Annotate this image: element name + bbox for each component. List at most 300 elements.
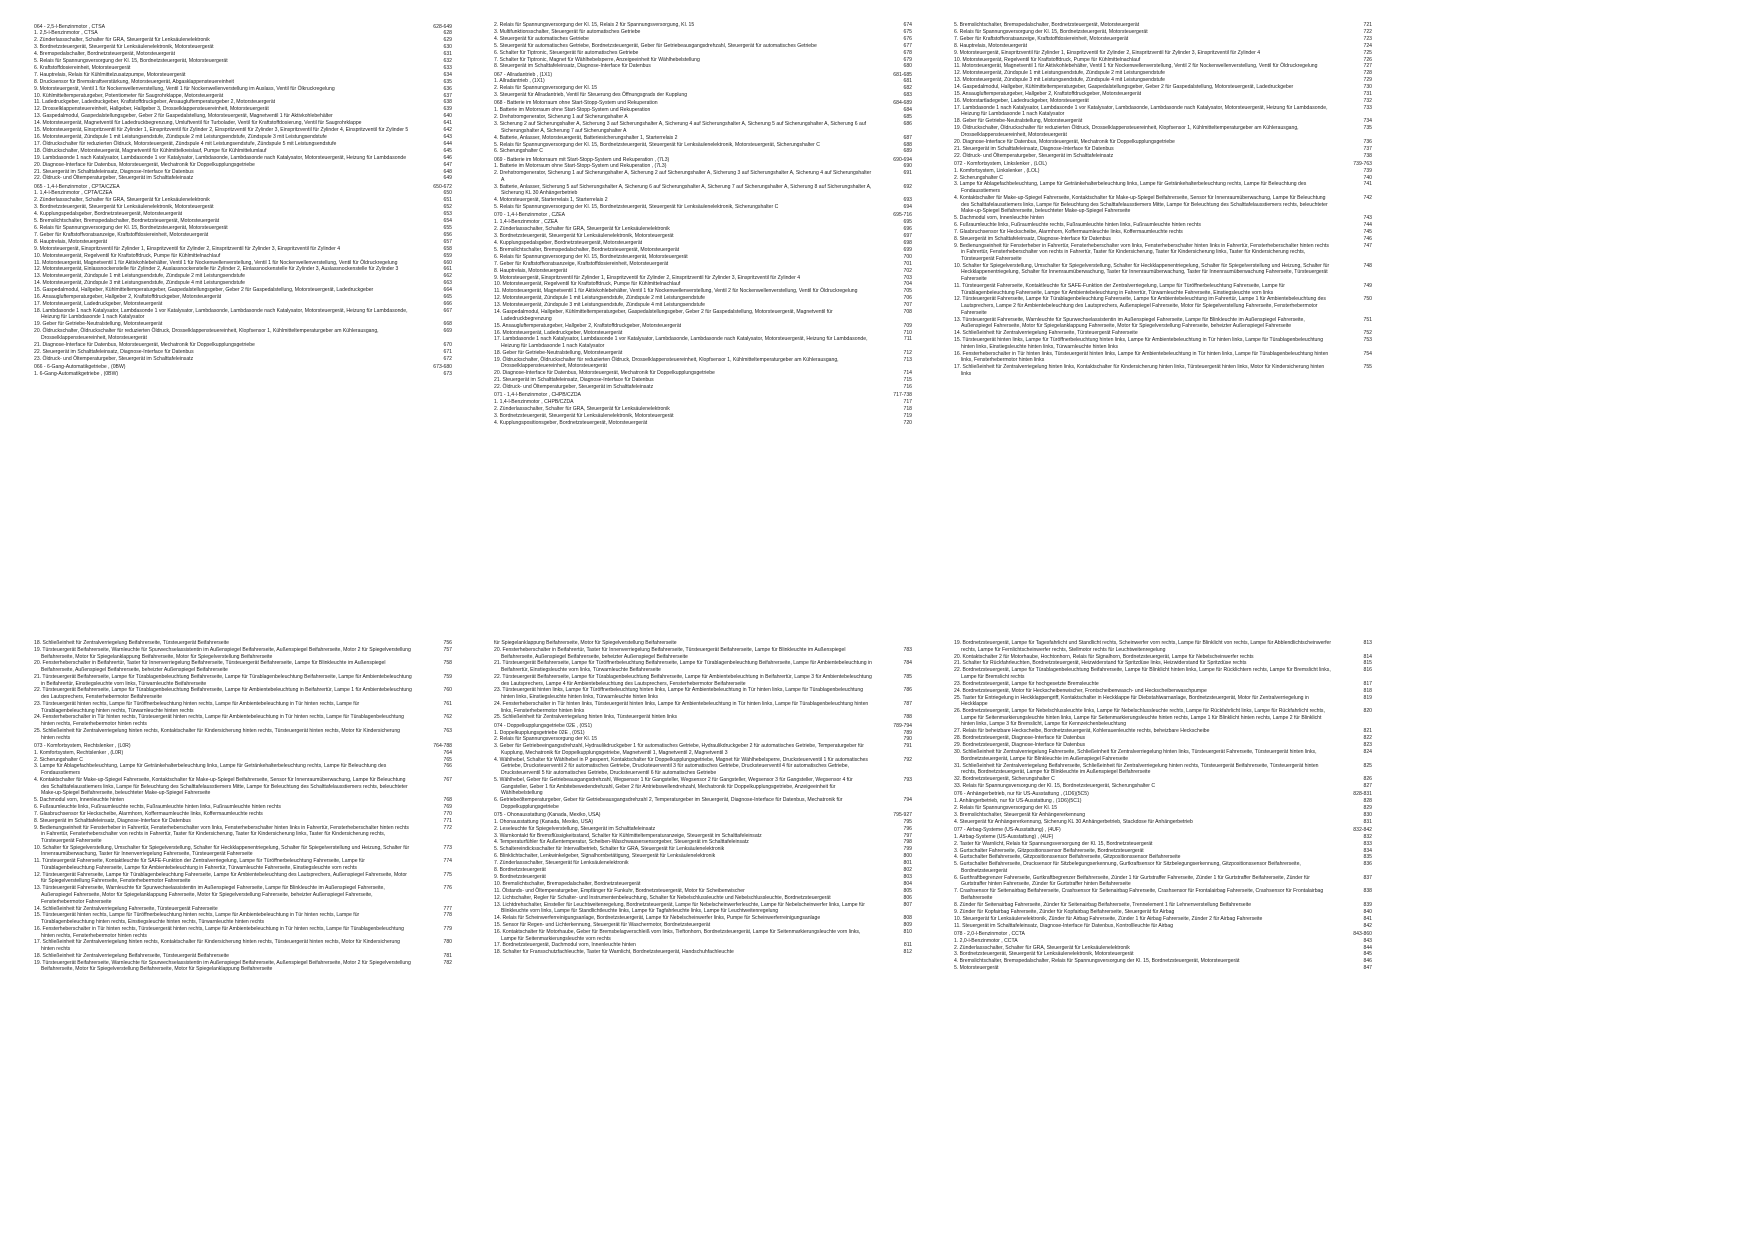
index-entry-text: 13. Gaspedalmodul, Gaspedalstellungsgeber, Geber 2 für Gaspedalstellung, Motorsteuergerät, Magnetventil 1 für Aktivkohlebehälter <box>34 113 333 120</box>
index-entry[interactable] <box>494 247 912 254</box>
index-entry[interactable] <box>494 929 912 942</box>
index-entry[interactable] <box>34 86 452 93</box>
index-entry[interactable] <box>954 105 1372 118</box>
index-entry[interactable] <box>34 120 452 127</box>
index-entry-page: 662 <box>443 273 452 280</box>
index-entry-text: 2. Zünderlassschalter, Schalter für GRA, Steuergerät für Lenksäulenelektronik <box>494 406 670 413</box>
index-entry[interactable] <box>34 797 452 804</box>
index-entry[interactable] <box>954 36 1372 43</box>
index-entry[interactable] <box>494 22 912 29</box>
index-entry-text: 5. Relais für Spannungsversorgung der Kl. 15, Bordnetzsteuergerät, Steuergerät für Lenksäulenelektronik, Motorsteuergerät, Sicherungshalter C <box>494 141 820 148</box>
index-entry[interactable] <box>34 371 452 378</box>
index-entry[interactable] <box>494 701 912 714</box>
index-section-heading[interactable] <box>494 100 912 107</box>
index-section-heading[interactable] <box>494 212 912 219</box>
index-entry-text: 5. Gurtschalter Beifahrerseite, Drucksensor für Sitzbelegungserkennung, Gurtkraftsensor für Sitzbelegungserkennung, Gitzpositionssensor Beifahrerseite, Bordnetzsteuergerät <box>954 861 1301 874</box>
index-entry[interactable] <box>954 742 1372 749</box>
index-entry[interactable] <box>34 273 452 280</box>
index-entry[interactable] <box>494 219 912 226</box>
index-entry[interactable] <box>494 357 912 370</box>
index-entry-text: 3. Lampe für Ablagefachbeleuchtung, Lampe für Getränkehalterbeleuchtung links, Lampe für Getränkehalterbeleuchtung rechts, Lampe für Beleuchtung des Fondausstiemers <box>34 763 387 777</box>
index-entry[interactable] <box>954 749 1372 762</box>
index-entry-text: 1. 2,0-l-Benzinmotor , CCTA <box>954 937 1018 944</box>
index-entry[interactable] <box>494 233 912 240</box>
index-entry-text: 1. Anhängerbetrieb, nur für US-Ausstattung , (1D6)(5C1) <box>954 797 1082 804</box>
index-section-heading[interactable] <box>494 723 912 730</box>
index-entry[interactable] <box>954 951 1372 958</box>
index-entry[interactable] <box>494 288 912 295</box>
index-entry-page: 806 <box>903 894 912 901</box>
index-entry[interactable] <box>494 660 912 673</box>
index-entry[interactable] <box>954 848 1372 855</box>
index-entry[interactable] <box>494 736 912 743</box>
index-entry[interactable] <box>494 420 912 427</box>
index-entry[interactable] <box>954 654 1372 661</box>
index-entry[interactable] <box>34 190 452 197</box>
index-entry[interactable] <box>954 667 1372 680</box>
index-entry-text: 17. Öldruckschalter für reduzierten Öldruck, Motorsteuergerät, Zündspule 4 mit Leistungsendstufe, Zündspule 5 mit Leistungsendstufe <box>34 140 337 147</box>
index-entry[interactable] <box>34 701 452 714</box>
index-entry[interactable] <box>954 854 1372 861</box>
index-entry[interactable] <box>34 204 452 211</box>
index-entry[interactable] <box>954 50 1372 57</box>
index-entry[interactable] <box>34 858 452 871</box>
index-entry[interactable] <box>34 148 452 155</box>
index-section-heading[interactable] <box>954 827 1372 834</box>
index-entry-text: 9. Motorsteuergerät, Ventil 1 für Nockenwellenverstellung, Ventil 1 für Nockenwellenverstellung im Auslass, Ventil für Ölkruckregelung <box>34 85 335 92</box>
index-entry[interactable] <box>34 162 452 169</box>
index-entry[interactable] <box>494 261 912 268</box>
index-entry-page: 665 <box>443 294 452 301</box>
index-entry[interactable] <box>34 912 452 925</box>
index-entry[interactable] <box>494 846 912 853</box>
index-entry-page: 634 <box>443 71 452 78</box>
index-section-heading[interactable] <box>34 24 452 31</box>
index-entry-text: 12. Türsteuergerät Fahrerseite, Lampe für Türablagenbeleuchtung Fahrerseite, Lampe für Ambientebeleuchtung des Lautsprechers, Außenspiegel Fahrerseite, Motor für Spiegelverstellung Fahrerseite, Fensterhebermotor Fahrerseite <box>34 871 408 885</box>
index-section-heading[interactable] <box>954 791 1372 798</box>
index-entry-text: 28. Bordnetzsteuergerät, Diagnose-Interface für Datenbus <box>954 735 1086 742</box>
index-entry[interactable] <box>494 949 912 956</box>
index-entry-text: 2. Relais für Spannungsversorgung der Kl. 15 <box>494 85 598 92</box>
index-section-heading[interactable] <box>494 72 912 79</box>
index-entry[interactable] <box>954 945 1372 952</box>
index-entry[interactable] <box>494 275 912 282</box>
index-entry[interactable] <box>954 168 1372 175</box>
index-entry[interactable] <box>494 240 912 247</box>
index-entry[interactable] <box>494 197 912 204</box>
index-entry[interactable] <box>34 885 452 905</box>
index-entry[interactable] <box>34 253 452 260</box>
index-entry-text: 3. Bordnetzsteuergerät, Steuergerät für Lenksäulenelektronik, Motorsteuergerät <box>954 951 1134 958</box>
index-entry[interactable] <box>954 229 1372 236</box>
index-entry-text: 4. Steuergerät für automatisches Getriebe <box>494 35 589 42</box>
index-band-lower <box>34 640 1720 973</box>
index-entry[interactable] <box>494 121 912 134</box>
index-entry[interactable] <box>34 127 452 134</box>
index-entry[interactable] <box>954 916 1372 923</box>
index-entry[interactable] <box>494 860 912 867</box>
index-entry[interactable] <box>954 819 1372 826</box>
index-entry[interactable] <box>34 218 452 225</box>
index-entry[interactable] <box>954 43 1372 50</box>
index-entry[interactable] <box>34 777 452 797</box>
index-entry[interactable] <box>954 695 1372 708</box>
index-entry-text: 25. Schließeinheit für Zentralverriegelung hinten links, Türsteuergerät hinten links <box>494 714 678 721</box>
index-entry[interactable] <box>34 266 452 273</box>
index-entry[interactable] <box>954 125 1372 138</box>
index-entry-page: 693 <box>903 197 912 204</box>
index-entry[interactable] <box>494 881 912 888</box>
index-entry[interactable] <box>494 777 912 797</box>
index-entry[interactable] <box>954 902 1372 909</box>
index-entry[interactable] <box>494 647 912 660</box>
index-entry[interactable] <box>494 377 912 384</box>
index-entry[interactable] <box>34 687 452 700</box>
index-entry[interactable] <box>34 804 452 811</box>
index-entry[interactable] <box>954 888 1372 901</box>
index-entry[interactable] <box>954 283 1372 296</box>
index-entry-page: 724 <box>1363 42 1372 49</box>
index-section-heading[interactable] <box>34 364 452 371</box>
index-entry[interactable] <box>954 29 1372 36</box>
index-entry[interactable] <box>494 336 912 349</box>
index-entry[interactable] <box>954 783 1372 790</box>
index-entry[interactable] <box>494 163 912 170</box>
index-entry[interactable] <box>34 280 452 287</box>
index-entry[interactable] <box>954 681 1372 688</box>
index-entry[interactable] <box>494 399 912 406</box>
index-entry[interactable] <box>494 135 912 142</box>
index-entry-text: 14. Gaspedalmodul, Hallgeber, Kühlmitteltemperaturgeber, Gaspedalstellungsgeber, Geber 2 für Gaspedalstellung, Motorsteuergerät, Magnetventil für Ladedruckbegrenzung <box>494 309 833 322</box>
index-entry-page: 684 <box>903 107 912 114</box>
index-entry[interactable] <box>494 85 912 92</box>
index-entry[interactable] <box>34 953 452 960</box>
index-entry[interactable] <box>494 942 912 949</box>
index-entry[interactable] <box>954 181 1372 194</box>
index-entry[interactable] <box>34 872 452 885</box>
index-entry-page: 725 <box>1363 49 1372 56</box>
index-entry[interactable] <box>494 57 912 64</box>
index-entry[interactable] <box>954 118 1372 125</box>
index-entry[interactable] <box>34 197 452 204</box>
index-entry-page: 796 <box>903 825 912 832</box>
index-entry[interactable] <box>494 309 912 322</box>
index-entry-page: 651 <box>443 197 452 204</box>
index-entry[interactable] <box>34 818 452 825</box>
index-entry-text: 6. Sicherungshalter C <box>494 148 543 155</box>
index-entry[interactable] <box>34 356 452 363</box>
index-entry[interactable] <box>34 728 452 741</box>
index-entry[interactable] <box>34 106 452 113</box>
index-entry[interactable] <box>494 268 912 275</box>
index-entry[interactable] <box>954 263 1372 283</box>
index-entry[interactable] <box>494 687 912 700</box>
index-entry[interactable] <box>494 839 912 846</box>
index-entry[interactable] <box>34 308 452 321</box>
index-entry-page: 751 <box>1363 316 1372 323</box>
index-entry[interactable] <box>494 874 912 881</box>
index-entry[interactable] <box>954 317 1372 330</box>
index-entry-text: 19. Öldruckschalter, Öldruckschalter für reduzierten Öldruck, Drosselklappensteuereinheit, Klopfsensor 1, Kühlmitteltemperaturgeber am Kühlerausgang, Drosselklappensteuereinheit, Motorsteuergerät <box>494 356 839 370</box>
index-entry[interactable] <box>34 134 452 141</box>
index-entry-text: 077 - Airbag-Systeme (US-Ausstattung) , (4UF) <box>954 826 1061 833</box>
index-section-heading[interactable] <box>954 931 1372 938</box>
index-entry[interactable] <box>494 819 912 826</box>
index-entry[interactable] <box>494 922 912 929</box>
index-entry[interactable] <box>494 797 912 810</box>
index-entry[interactable] <box>954 91 1372 98</box>
index-entry-text: 4. Bremslichtschalter, Bremspedalschalter, Relais für Spannungsversorgung der Kl. 15, Bordnetzsteuergerät, Motorsteuergerät <box>954 958 1240 965</box>
index-entry[interactable] <box>494 370 912 377</box>
index-entry[interactable] <box>954 146 1372 153</box>
index-entry-text: 6. Relais für Spannungsversorgung der Kl. 15, Bordnetzsteuergerät, Motorsteuergerät <box>954 28 1148 35</box>
index-column-1 <box>34 22 452 427</box>
index-entry[interactable] <box>494 915 912 922</box>
index-entry-text: 11. Motorsteuergerät, Magnetventil 1 für Aktivkohlebehälter, Ventil 1 für Nockenwellenverstellung, Ventil 2 für Nockenwellenverstellung, Ventil für Öldruckregelung <box>954 63 1318 70</box>
index-entry[interactable] <box>954 330 1372 337</box>
index-entry[interactable] <box>34 906 452 913</box>
index-entry[interactable] <box>954 337 1372 350</box>
index-entry[interactable] <box>494 867 912 874</box>
index-entry-page: 747 <box>1363 242 1372 249</box>
index-entry[interactable] <box>494 902 912 915</box>
index-entry[interactable] <box>34 93 452 100</box>
index-entry[interactable] <box>954 909 1372 916</box>
index-entry[interactable] <box>954 22 1372 29</box>
index-entry-text: 18. Geber für Getriebe-Neutralstellung, Motorsteuergerät <box>954 118 1083 125</box>
index-entry-page: 670 <box>443 341 452 348</box>
index-entry-page: 817 <box>1363 680 1372 687</box>
index-entry[interactable] <box>34 674 452 687</box>
index-entry[interactable] <box>34 232 452 239</box>
index-entry[interactable] <box>494 384 912 391</box>
index-entry[interactable] <box>34 811 452 818</box>
index-entry[interactable] <box>34 246 452 253</box>
index-entry[interactable] <box>494 640 912 647</box>
index-entry[interactable] <box>954 296 1372 316</box>
index-entry-page: 655 <box>443 224 452 231</box>
index-entry[interactable] <box>954 861 1372 874</box>
index-entry[interactable] <box>954 175 1372 182</box>
index-entry[interactable] <box>494 350 912 357</box>
index-entry[interactable] <box>494 50 912 57</box>
index-entry[interactable] <box>494 107 912 114</box>
index-entry-page: 717-738 <box>893 392 912 399</box>
index-entry[interactable] <box>954 153 1372 160</box>
index-entry-text: 21. Steuergerät im Schalttafeleinsatz, Diagnose-Interface für Datenbus <box>954 145 1114 152</box>
index-entry-text: 6. Fußraumleuchte links, Fußraumleuchte rechts, Fußraumleuchte hinten links, Fußraumleuchte hinten rechts <box>954 222 1201 228</box>
index-entry[interactable] <box>954 708 1372 728</box>
index-entry-page: 683 <box>903 92 912 99</box>
index-entry[interactable] <box>34 825 452 845</box>
index-entry[interactable] <box>954 215 1372 222</box>
index-entry-page: 705 <box>903 288 912 295</box>
index-entry[interactable] <box>34 342 452 349</box>
index-entry[interactable] <box>494 29 912 36</box>
index-entry[interactable] <box>34 44 452 51</box>
index-entry[interactable] <box>494 826 912 833</box>
index-entry-text: 17. Schließeinheit für Zentralverriegelung hinten rechts, Kontaktschalter für Kindersicherung hinten rechts, Türsteuergerät hinten rechts, Motor für Kindersicherung hinten rechts <box>34 939 400 953</box>
index-entry-page: 630 <box>443 44 452 51</box>
index-entry[interactable] <box>954 351 1372 364</box>
index-entry[interactable] <box>954 938 1372 945</box>
index-entry[interactable] <box>494 226 912 233</box>
index-entry[interactable] <box>34 79 452 86</box>
index-entry[interactable] <box>494 888 912 895</box>
index-entry[interactable] <box>34 301 452 308</box>
index-entry-page: 755 <box>1363 364 1372 371</box>
index-entry[interactable] <box>494 323 912 330</box>
index-entry[interactable] <box>34 660 452 673</box>
index-entry[interactable] <box>34 757 452 764</box>
index-entry[interactable] <box>34 640 452 647</box>
index-entry[interactable] <box>954 640 1372 653</box>
index-entry[interactable] <box>34 321 452 328</box>
index-entry[interactable] <box>494 895 912 902</box>
index-entry[interactable] <box>494 714 912 721</box>
index-entry[interactable] <box>954 805 1372 812</box>
index-entry[interactable] <box>34 175 452 182</box>
index-entry[interactable] <box>494 78 912 85</box>
index-entry[interactable] <box>954 364 1372 377</box>
index-entry[interactable] <box>494 853 912 860</box>
index-entry[interactable] <box>34 750 452 757</box>
index-entry[interactable] <box>34 349 452 356</box>
index-entry[interactable] <box>494 295 912 302</box>
index-entry[interactable] <box>34 926 452 939</box>
index-entry-page: 795-927 <box>893 811 912 818</box>
index-entry-page: 637 <box>443 92 452 99</box>
index-entry-text: 17. Bordnetzsteuergerät, Dachmodul vorn, Innenleuchte hinten <box>494 942 636 949</box>
index-entry[interactable] <box>34 65 452 72</box>
index-entry[interactable] <box>34 714 452 727</box>
index-entry[interactable] <box>494 254 912 261</box>
index-entry[interactable] <box>954 841 1372 848</box>
index-entry[interactable] <box>494 114 912 121</box>
index-entry-text: 8. Steuergerät im Schalttafeleinsatz, Diagnose-Interface für Datenbus <box>34 817 191 824</box>
index-entry[interactable] <box>494 148 912 155</box>
index-entry[interactable] <box>494 92 912 99</box>
index-entry[interactable] <box>494 743 912 756</box>
index-entry[interactable] <box>494 63 912 70</box>
index-entry[interactable] <box>34 845 452 858</box>
index-entry-page: 674 <box>903 22 912 28</box>
index-entry[interactable] <box>34 287 452 294</box>
index-entry-text: 15. Gaspedalmodul, Hallgeber, Kühlmitteltemperaturgeber, Gaspedalstellungsgeber, Geber 2 für Gaspedalstellung, Motorsteuergerät, Ladedruckgeber <box>34 287 374 294</box>
index-entry[interactable] <box>34 960 452 973</box>
index-entry-text: 3. Multifunktionsschalter, Steuergerät für automatisches Getriebe <box>494 28 641 35</box>
index-entry[interactable] <box>954 139 1372 146</box>
index-entry[interactable] <box>494 170 912 183</box>
index-entry-text: 9. Motorsteuergerät, Einspritzventil für Zylinder 1, Einspritzventil für Zylinder 2, Einspritzventil für Zylinder 3, Einspritzventil für Zylinder 4 <box>954 49 1261 56</box>
index-entry[interactable] <box>954 965 1372 972</box>
index-entry[interactable] <box>494 413 912 420</box>
index-entry[interactable] <box>954 735 1372 742</box>
index-section-heading[interactable] <box>494 157 912 164</box>
index-entry[interactable] <box>954 77 1372 84</box>
index-entry[interactable] <box>34 58 452 65</box>
index-entry[interactable] <box>954 84 1372 91</box>
index-entry[interactable] <box>34 141 452 148</box>
index-entry[interactable] <box>954 195 1372 215</box>
index-entry[interactable] <box>34 294 452 301</box>
index-entry[interactable] <box>34 30 452 37</box>
index-entry[interactable] <box>494 184 912 197</box>
index-section-heading[interactable] <box>494 812 912 819</box>
index-entry[interactable] <box>954 243 1372 263</box>
index-entry[interactable] <box>954 728 1372 735</box>
index-entry[interactable] <box>34 763 452 776</box>
index-entry[interactable] <box>494 674 912 687</box>
index-entry[interactable] <box>954 763 1372 776</box>
index-entry[interactable] <box>494 43 912 50</box>
index-entry[interactable] <box>34 647 452 660</box>
index-entry-text: für Spiegelanklappung Beifahrerseite, Motor für Spiegelverstellung Beifahrerseite <box>494 640 677 646</box>
index-entry[interactable] <box>34 99 452 106</box>
index-entry[interactable] <box>34 155 452 162</box>
index-entry[interactable] <box>954 688 1372 695</box>
index-entry[interactable] <box>34 72 452 79</box>
index-entry[interactable] <box>954 660 1372 667</box>
index-entry-text: 27. Relais für beheizbare Heckscheibe, Bordnetzsteuergerät, Kohlerauenleuchte rechts, beheizbare Heckscheibe <box>954 728 1210 735</box>
index-entry[interactable] <box>34 225 452 232</box>
index-section-heading[interactable] <box>34 184 452 191</box>
index-section-heading[interactable] <box>494 392 912 399</box>
index-entry[interactable] <box>954 958 1372 965</box>
index-entry[interactable] <box>494 142 912 149</box>
index-entry[interactable] <box>34 37 452 44</box>
index-entry[interactable] <box>34 113 452 120</box>
index-entry[interactable] <box>34 328 452 341</box>
index-entry[interactable] <box>954 875 1372 888</box>
index-entry-text: 1. 1,4-l-Benzinmotor , CPTA/CZEA <box>34 190 113 197</box>
index-entry[interactable] <box>954 222 1372 229</box>
index-entry[interactable] <box>494 204 912 211</box>
index-entry-page: 801 <box>903 860 912 867</box>
index-entry-text: 12. Türsteuergerät Fahrerseite, Lampe für Türablagenbeleuchtung Fahrerseite, Lampe für Ambientebeleuchtung im Fahrertür, Lampe 1 für Ambientebeleuchtung des Lautsprechers, Lampe 2 für Ambientebeleuchtung des Lautsprechers, Außenspiegel Fahrerseite, Motor für Spiegelverstellung Fahrerseite, Fensterhebermotor Fahrerseite <box>954 296 1326 316</box>
index-entry-text: 4. Gurtschalter Beifahrerseite, Gitzpositionssensor Beifahrerseite, Gitzpositionssensor Beifahrerseite <box>954 854 1181 861</box>
index-entry[interactable] <box>494 757 912 777</box>
index-entry-text: 29. Bordnetzsteuergerät, Diagnose-Interface für Datenbus <box>954 742 1086 749</box>
index-entry[interactable] <box>954 236 1372 243</box>
index-entry[interactable] <box>494 406 912 413</box>
index-entry[interactable] <box>494 730 912 737</box>
index-entry[interactable] <box>954 798 1372 805</box>
index-entry[interactable] <box>954 63 1372 70</box>
index-section-heading[interactable] <box>954 161 1372 168</box>
index-entry[interactable] <box>34 939 452 952</box>
index-entry[interactable] <box>34 260 452 267</box>
index-entry[interactable] <box>34 239 452 246</box>
index-entry[interactable] <box>34 51 452 58</box>
index-entry[interactable] <box>954 776 1372 783</box>
index-entry-text: 6. Relais für Spannungsversorgung der Kl. 15, Bordnetzsteuergerät, Motorsteuergerät <box>34 224 228 231</box>
index-entry[interactable] <box>494 302 912 309</box>
index-entry[interactable] <box>954 812 1372 819</box>
index-entry-text: 7. Zünderlassschalter, Steuergerät für Lenksäulenelektronik <box>494 860 629 867</box>
index-entry[interactable] <box>954 923 1372 930</box>
index-entry[interactable] <box>954 70 1372 77</box>
index-entry[interactable] <box>494 833 912 840</box>
index-entry-page: 840 <box>1363 908 1372 915</box>
index-entry[interactable] <box>494 36 912 43</box>
index-section-heading[interactable] <box>34 743 452 750</box>
index-entry[interactable] <box>954 98 1372 105</box>
index-entry[interactable] <box>954 834 1372 841</box>
index-entry[interactable] <box>494 330 912 337</box>
index-entry[interactable] <box>34 211 452 218</box>
index-entry-page: 832 <box>1363 833 1372 840</box>
